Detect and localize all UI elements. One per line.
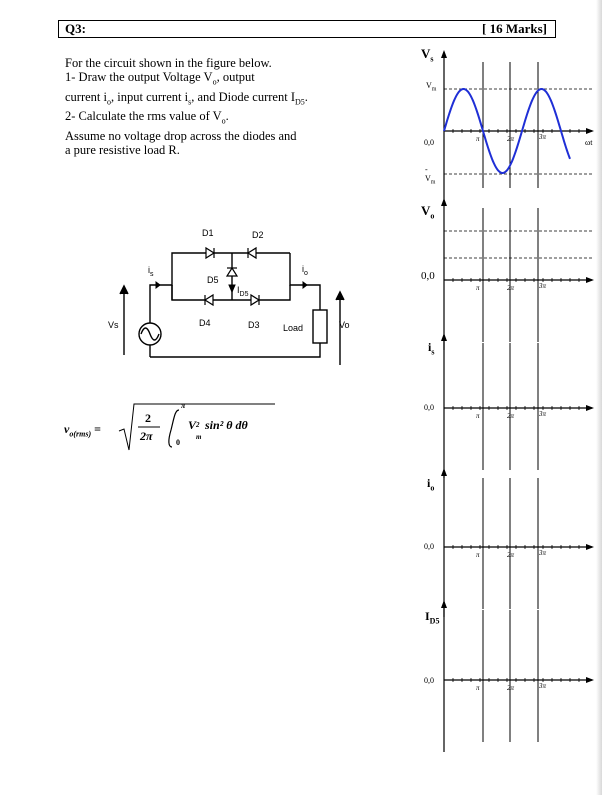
graph-io-zero: 0,0 [424,542,434,551]
graph-is-x-arrow [586,405,594,411]
label-ids: $I_{D5}$ [237,285,249,298]
graph-vm-label: $V_m$ [426,81,437,93]
graph-io-3pi-label: 3π [539,549,547,557]
graph-vs-pi-label: π [476,135,480,143]
label-vs: Vs [108,320,119,330]
graph-io-2pi-label: 2π [507,551,515,559]
graph-io-pi-label: π [476,551,480,559]
label-d2: D2 [252,230,264,240]
graph-vo-zero: 0,0 [421,270,435,282]
graph-vs-x-arrow [586,128,594,134]
graph-vo-pi-label: π [476,284,480,292]
question-number: Q3: [65,21,86,36]
graph-is-y-arrow [441,333,447,341]
formula-integrand: V 2 m sin² θ dθ [188,418,248,441]
graph-ids-label: $I_{D5}$ [425,609,440,626]
graph-is-3pi-label: 3π [539,410,547,418]
graph-ids-zero: 0,0 [424,676,434,685]
graph-is-label: $i_s$ [428,340,435,357]
graph-vo-y-arrow [441,198,447,206]
problem-line-4: 2- Calculate the rms value of $V_o$. [65,109,229,126]
graph-neg-vm-label: $-V_m$ [425,165,436,186]
label-d3: D3 [248,320,260,330]
label-io: $i_o$ [302,264,308,277]
graph-ids-3pi-label: 3π [539,682,547,690]
graph-ids-2pi-label: 2π [507,684,515,692]
label-d4: D4 [199,318,211,328]
question-header [58,20,556,38]
label-vo: Vo [339,320,350,330]
graph-is-2pi-label: 2π [507,412,515,420]
graph-io-y-arrow [441,468,447,476]
formula-upper-limit: π [181,401,186,410]
graph-vo-label: $V_o$ [421,203,435,221]
graph-vo-2pi-label: 2π [507,284,515,292]
label-d1: D1 [202,228,214,238]
graph-vo-3pi-label: 3π [539,282,547,290]
graph-io-x-arrow [586,544,594,550]
marks-label: [ 16 Marks] [482,21,547,36]
page-edge-shadow [596,0,602,795]
graph-ids-pi-label: π [476,684,480,692]
graph-vs-sine-wave [444,89,570,173]
graph-ids-y-arrow [441,600,447,608]
graph-ids-x-arrow [586,677,594,683]
problem-line-5: Assume no voltage drop across the diodes and [65,128,297,143]
graph-vs-label: $V_s$ [421,46,434,64]
graph-vs-2pi-label: 2π [507,135,515,143]
graph-wt-label: ωt [585,138,593,147]
problem-line-1: For the circuit shown in the figure below. [65,56,272,70]
graph-vs-zero: 0,0 [424,138,434,147]
formula-denominator: 2π [140,429,153,443]
graph-vs-y-arrow [441,50,447,58]
graph-is-pi-label: π [476,412,480,420]
graph-vs-3pi-label: 3π [539,133,547,141]
formula-numerator: 2 [145,411,151,425]
problem-line-6: a pure resistive load R. [65,142,180,157]
formula-lhs: $v_{o(rms)}$ = [64,422,101,439]
label-load: Load [283,323,304,333]
graph-vo-x-arrow [586,277,594,283]
problem-line-2: 1- Draw the output Voltage $V_o$, output [65,70,255,87]
graph-io-label: $i_o$ [427,476,435,493]
label-is: $i_s$ [148,265,154,278]
label-d5: D5 [207,275,219,285]
formula-lower-limit: 0 [176,438,180,447]
problem-line-3: current $i_o$, input current $i_s$, and Diode current $I_{D5}$. [65,89,308,106]
graph-is-zero: 0,0 [424,403,434,412]
problem-statement [65,56,385,157]
